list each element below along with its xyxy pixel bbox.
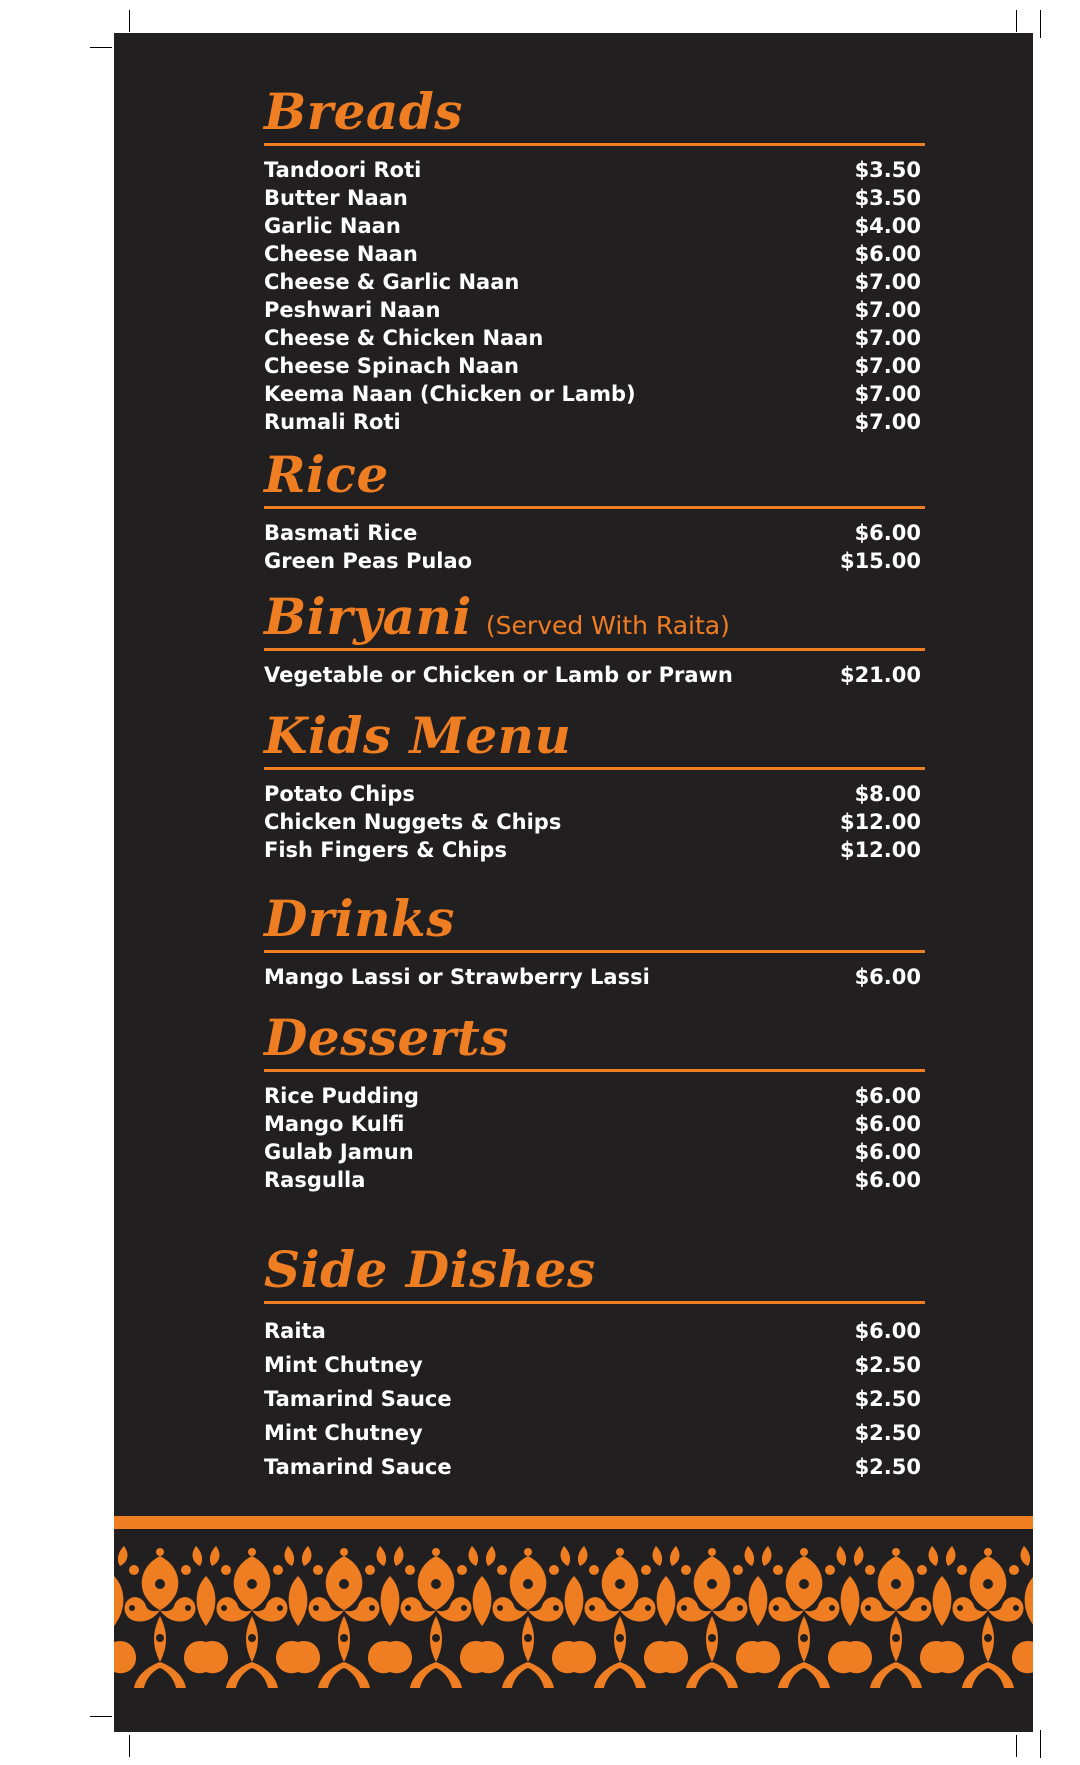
item-list <box>264 963 925 991</box>
item-price: $6.00 <box>854 1140 921 1164</box>
item-name: Peshwari Naan <box>264 298 441 322</box>
item-price: $4.00 <box>854 214 921 238</box>
menu-item <box>264 963 925 991</box>
item-price: $7.00 <box>854 270 921 294</box>
item-name: Rasgulla <box>264 1168 366 1192</box>
item-name: Mango Lassi or Strawberry Lassi <box>264 965 650 989</box>
crop-mark-bottom-right-v2 <box>1040 1730 1041 1758</box>
section-biryani <box>264 588 925 689</box>
menu-item <box>264 408 925 436</box>
item-price: $6.00 <box>854 1112 921 1136</box>
item-price: $2.50 <box>854 1455 921 1479</box>
crop-mark-top-right-v1 <box>1016 10 1017 32</box>
item-name: Cheese & Chicken Naan <box>264 326 544 350</box>
item-list <box>264 1314 925 1484</box>
menu-item <box>264 1082 925 1110</box>
crop-mark-top-left-v <box>129 10 130 32</box>
crop-mark-bottom-right-v1 <box>1016 1735 1017 1757</box>
item-list <box>264 519 925 575</box>
section-title: Breads <box>264 82 463 141</box>
section-kids-menu <box>264 707 925 864</box>
menu-item <box>264 1450 925 1484</box>
menu-item <box>264 352 925 380</box>
section-title: Desserts <box>264 1008 509 1067</box>
menu-item <box>264 1314 925 1348</box>
menu-panel <box>114 33 1033 1732</box>
item-list <box>264 1082 925 1194</box>
item-name: Cheese & Garlic Naan <box>264 270 520 294</box>
menu-item <box>264 808 925 836</box>
section-rule <box>264 1069 925 1072</box>
crop-mark-bottom-left-h <box>90 1716 112 1717</box>
item-price: $7.00 <box>854 354 921 378</box>
menu-item <box>264 1416 925 1450</box>
item-name: Tamarind Sauce <box>264 1455 452 1479</box>
item-price: $6.00 <box>854 1084 921 1108</box>
item-price: $6.00 <box>854 1168 921 1192</box>
item-name: Rice Pudding <box>264 1084 419 1108</box>
item-price: $15.00 <box>839 549 921 573</box>
section-breads <box>264 83 925 436</box>
section-title: Biryani (Served With Raita) <box>264 587 730 646</box>
item-price: $12.00 <box>839 810 921 834</box>
section-rule <box>264 950 925 953</box>
section-rule <box>264 1301 925 1304</box>
menu-item <box>264 1166 925 1194</box>
item-price: $2.50 <box>854 1421 921 1445</box>
item-price: $3.50 <box>854 158 921 182</box>
section-title: Drinks <box>264 889 455 948</box>
item-name: Mint Chutney <box>264 1421 423 1445</box>
crop-mark-bottom-left-v <box>129 1735 130 1757</box>
menu-item <box>264 156 925 184</box>
menu-item <box>264 184 925 212</box>
section-rule <box>264 648 925 651</box>
menu-item <box>264 380 925 408</box>
item-price: $6.00 <box>854 242 921 266</box>
item-price: $6.00 <box>854 965 921 989</box>
crop-mark-top-left-h <box>90 47 112 48</box>
crop-mark-top-right-v2 <box>1040 10 1041 38</box>
item-name: Tamarind Sauce <box>264 1387 452 1411</box>
item-name: Tandoori Roti <box>264 158 422 182</box>
item-name: Vegetable or Chicken or Lamb or Prawn <box>264 663 733 687</box>
item-price: $7.00 <box>854 298 921 322</box>
section-title: Kids Menu <box>264 706 572 765</box>
menu-item <box>264 240 925 268</box>
menu-item <box>264 1138 925 1166</box>
item-price: $7.00 <box>854 326 921 350</box>
item-name: Raita <box>264 1319 326 1343</box>
menu-item <box>264 547 925 575</box>
menu-item <box>264 212 925 240</box>
menu-item <box>264 1110 925 1138</box>
menu-item <box>264 661 925 689</box>
section-side-dishes <box>264 1241 925 1484</box>
item-price: $8.00 <box>854 782 921 806</box>
item-list <box>264 661 925 689</box>
item-price: $12.00 <box>839 838 921 862</box>
item-name: Basmati Rice <box>264 521 418 545</box>
item-price: $3.50 <box>854 186 921 210</box>
item-name: Gulab Jamun <box>264 1140 414 1164</box>
menu-item <box>264 296 925 324</box>
section-title: Side Dishes <box>264 1240 596 1299</box>
menu-item <box>264 1348 925 1382</box>
item-price: $2.50 <box>854 1387 921 1411</box>
item-name: Chicken Nuggets & Chips <box>264 810 562 834</box>
section-title: Rice <box>264 445 389 504</box>
item-price: $2.50 <box>854 1353 921 1377</box>
item-name: Butter Naan <box>264 186 408 210</box>
footer-orange-band <box>114 1516 1033 1529</box>
section-drinks <box>264 890 925 991</box>
menu-item <box>264 268 925 296</box>
item-name: Keema Naan (Chicken or Lamb) <box>264 382 636 406</box>
item-price: $7.00 <box>854 382 921 406</box>
section-rule <box>264 143 925 146</box>
menu-item <box>264 836 925 864</box>
menu-item <box>264 519 925 547</box>
item-name: Mango Kulfi <box>264 1112 405 1136</box>
item-price: $6.00 <box>854 1319 921 1343</box>
item-price: $6.00 <box>854 521 921 545</box>
item-list <box>264 156 925 436</box>
damask-pattern-decoration <box>114 1546 1033 1691</box>
section-desserts <box>264 1009 925 1194</box>
item-name: Green Peas Pulao <box>264 549 473 573</box>
item-price: $7.00 <box>854 410 921 434</box>
item-name: Rumali Roti <box>264 410 401 434</box>
item-name: Cheese Naan <box>264 242 418 266</box>
menu-item <box>264 780 925 808</box>
item-name: Fish Fingers & Chips <box>264 838 507 862</box>
section-rule <box>264 506 925 509</box>
item-name: Garlic Naan <box>264 214 401 238</box>
section-subtitle: (Served With Raita) <box>485 611 730 640</box>
menu-item <box>264 324 925 352</box>
item-name: Cheese Spinach Naan <box>264 354 519 378</box>
item-price: $21.00 <box>839 663 921 687</box>
item-name: Potato Chips <box>264 782 415 806</box>
item-list <box>264 780 925 864</box>
section-rice <box>264 446 925 575</box>
item-name: Mint Chutney <box>264 1353 423 1377</box>
menu-item <box>264 1382 925 1416</box>
section-rule <box>264 767 925 770</box>
